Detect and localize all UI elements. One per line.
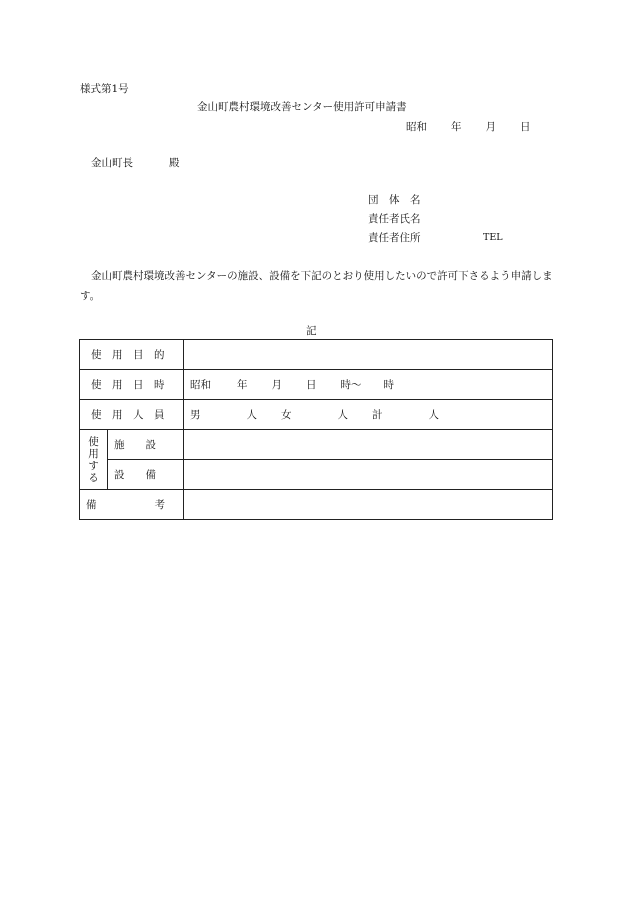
people-total: 計 [372, 409, 383, 421]
use-group-char: 用 [88, 447, 99, 460]
people-unit-2: 人 [337, 409, 348, 421]
people-unit-3: 人 [428, 409, 439, 421]
datetime-era: 昭和 [190, 379, 211, 391]
representative-name-label: 責任者氏名 [368, 213, 421, 225]
equipment-row [80, 460, 553, 490]
datetime-row [80, 370, 553, 400]
facility-field[interactable] [184, 430, 553, 460]
remarks-label [80, 490, 184, 520]
purpose-label: 使 用 目 的 [80, 340, 184, 370]
datetime-day: 日 [306, 379, 317, 391]
people-field[interactable] [184, 400, 553, 430]
addressee-honorific: 殿 [169, 157, 180, 169]
group-name-label: 団 体 名 [368, 194, 421, 206]
use-group-char: 使 [88, 435, 99, 448]
use-group-label [80, 430, 108, 490]
datetime-year: 年 [237, 379, 248, 391]
datetime-to: 時 [383, 379, 394, 391]
addressee [91, 156, 180, 170]
document-title: 金山町農村環境改善センター使用許可申請書 [197, 101, 407, 113]
people-female: 女 [281, 409, 292, 421]
applicant-info [368, 193, 503, 250]
form-number: 様式第1号 [80, 83, 129, 95]
facility-row [80, 430, 553, 460]
datetime-label: 使 用 日 時 [80, 370, 184, 400]
datetime-field[interactable] [184, 370, 553, 400]
request-body-text: 金山町農村環境改善センターの施設、設備を下記のとおり使用したいので許可下さるよう申請します。 [80, 270, 553, 302]
date-day: 日 [520, 121, 531, 133]
use-group-char: す [88, 459, 99, 472]
ki-heading: 記 [306, 325, 317, 337]
equipment-field[interactable] [184, 460, 553, 490]
usage-details-table [79, 339, 553, 520]
date-year: 年 [451, 121, 462, 133]
purpose-row [80, 340, 553, 370]
purpose-field[interactable] [184, 340, 553, 370]
application-date [406, 120, 531, 134]
facility-label: 施 設 [108, 430, 184, 460]
equipment-label: 設 備 [108, 460, 184, 490]
use-group-char: る [88, 471, 99, 484]
datetime-from: 時〜 [340, 379, 362, 391]
people-male: 男 [190, 409, 201, 421]
date-month: 月 [485, 121, 496, 133]
representative-address-label: 責任者住所 [368, 232, 421, 244]
people-label: 使 用 人 員 [80, 400, 184, 430]
remarks-row [80, 490, 553, 520]
people-unit-1: 人 [246, 409, 257, 421]
datetime-month: 月 [271, 379, 282, 391]
remarks-field[interactable] [184, 490, 553, 520]
tel-label: TEL [483, 232, 503, 243]
addressee-name: 金山町長 [91, 157, 133, 169]
remarks-label-left: 備 [86, 499, 97, 511]
date-era: 昭和 [406, 121, 427, 133]
remarks-label-right: 考 [154, 499, 165, 511]
people-row [80, 400, 553, 430]
